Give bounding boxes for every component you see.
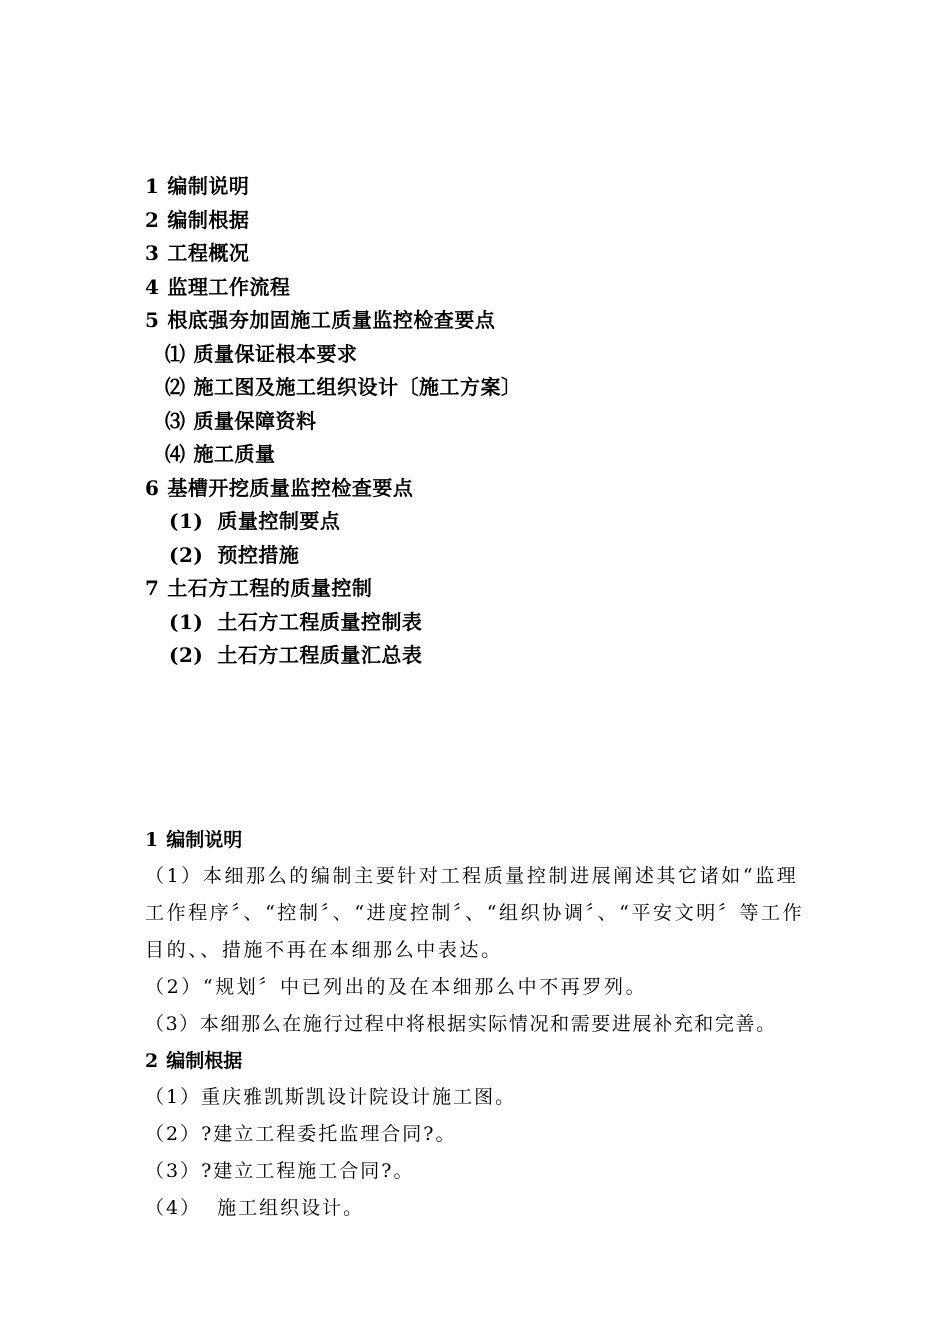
toc-subitem: (1) 质量控制要点	[169, 509, 341, 533]
list-item: （4） 施工组织设计。	[145, 1197, 365, 1219]
list-item: （1）重庆雅凯斯凯设计院设计施工图。	[145, 1086, 517, 1108]
list-item: （3）?建立工程施工合同?。	[145, 1160, 415, 1182]
toc-item: 1 编制说明	[145, 174, 250, 198]
toc-item: 6 基槽开挖质量监控检查要点	[145, 475, 414, 500]
toc-subitem: (1) 土石方工程质量控制表	[169, 609, 423, 634]
toc-subitem: ⑶ 质量保障资料	[165, 408, 317, 433]
toc-subitem: ⑷ 施工质量	[165, 442, 276, 466]
document-body	[145, 822, 845, 1227]
toc-subitem: (2) 土石方工程质量汇总表	[169, 643, 423, 667]
section-heading: 2 编制根据	[145, 1050, 243, 1072]
section-heading: 1 编制说明	[145, 829, 243, 851]
toc-item: 5 根底强夯加固施工质量监控检查要点	[145, 308, 496, 332]
list-item: （2）?建立工程委托监理合同?。	[145, 1123, 457, 1145]
paragraph: （1）本细那么的编制主要针对工程质量控制进展阐述其它诸如“监理工作程序〞、“控制〞、“进度控制〞、“组织协调〞、“平安文明〞等工作目的、、措施不再在本细那么中表达。	[145, 865, 805, 961]
toc-item: 2 编制根据	[145, 207, 250, 232]
toc-subitem: ⑵ 施工图及施工组织设计〔施工方案〕	[165, 375, 522, 399]
toc-item: 7 土石方工程的质量控制	[145, 576, 373, 600]
toc-item: 4 监理工作流程	[145, 274, 291, 299]
table-of-contents	[145, 170, 845, 673]
toc-subitem: (2) 预控措施	[169, 542, 300, 567]
paragraph: （2）“规划〞中已列出的及在本细那么中不再罗列。	[145, 976, 648, 998]
paragraph: （3）本细那么在施行过程中将根据实际情况和需要进展补充和完善。	[145, 1013, 777, 1035]
toc-item: 3 工程概况	[145, 241, 250, 265]
toc-subitem: ⑴ 质量保证根本要求	[165, 341, 358, 366]
